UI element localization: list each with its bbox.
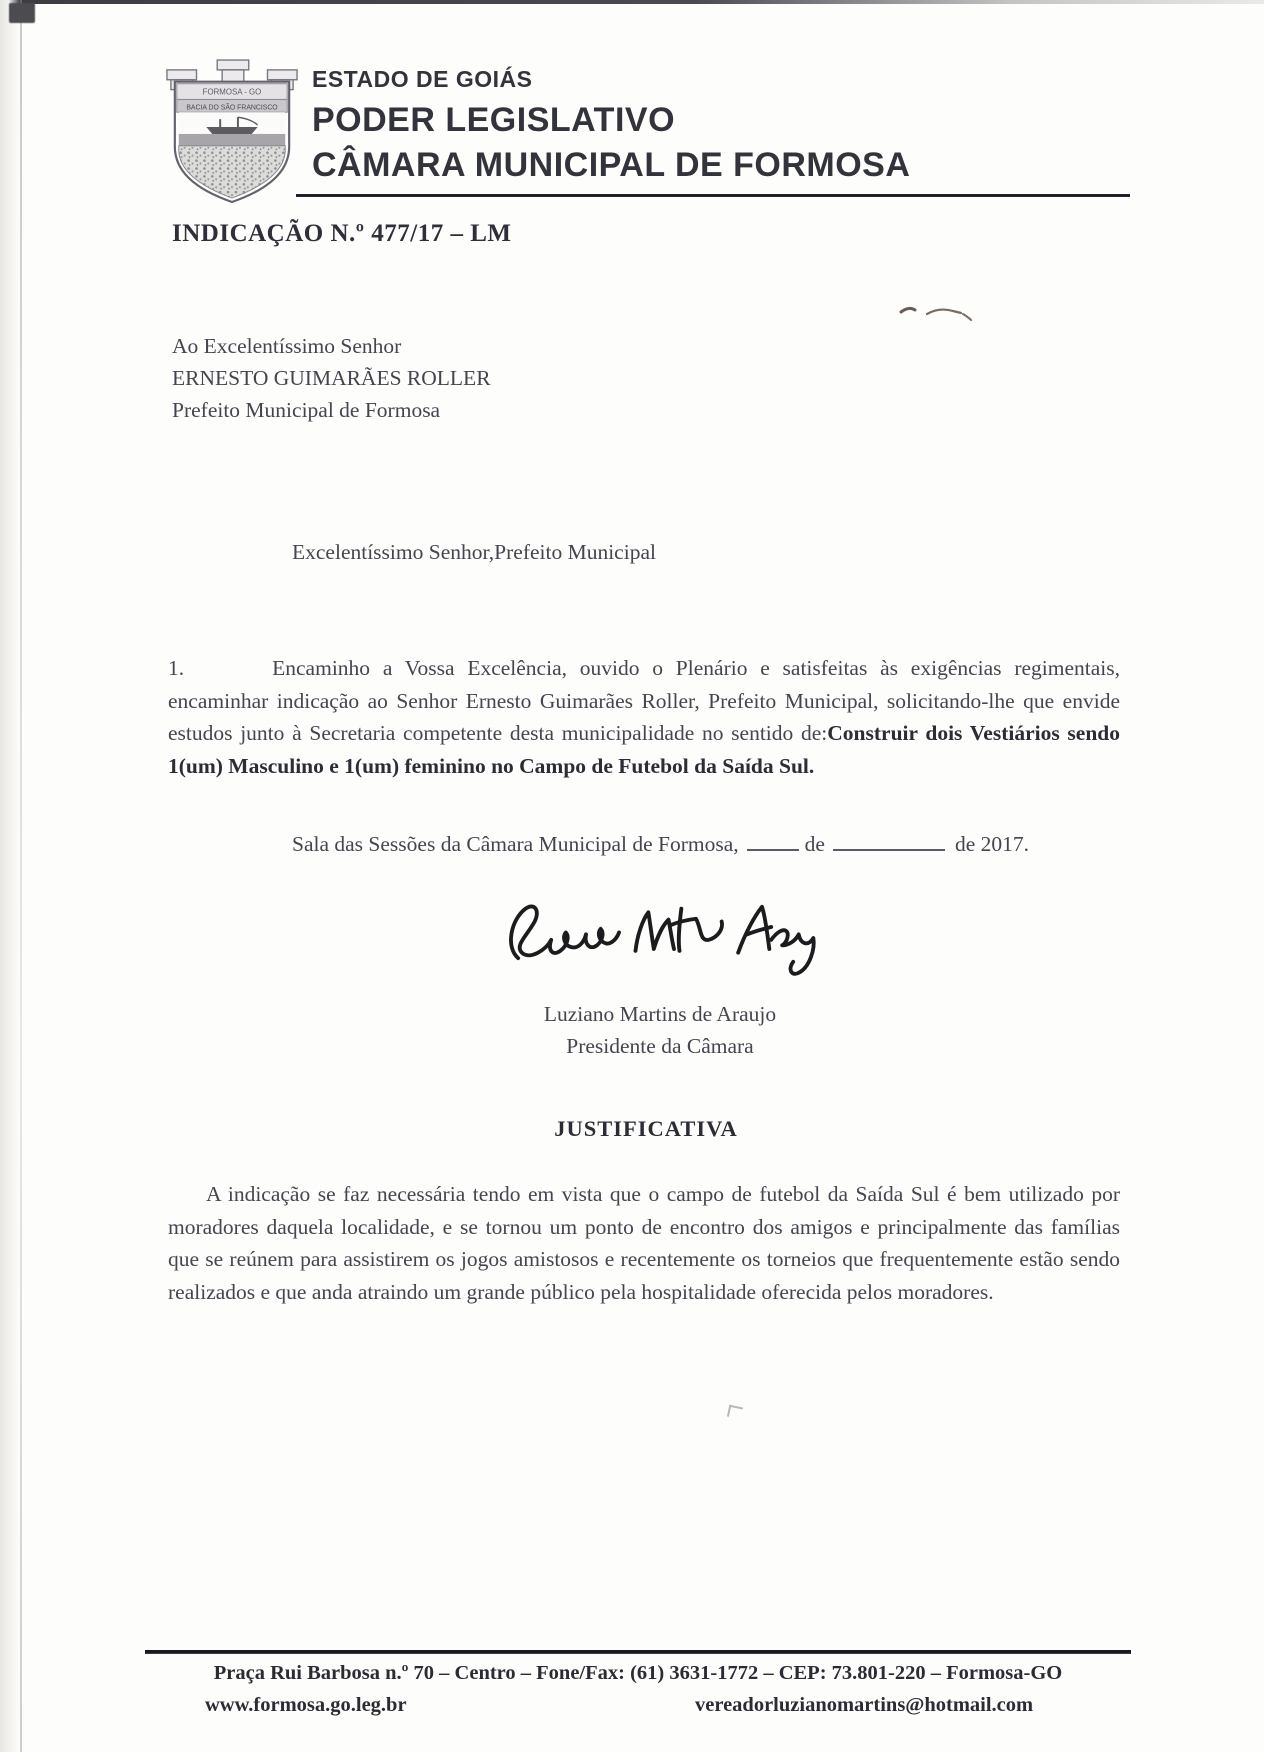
justification-paragraph: A indicação se faz necessária tendo em vista que o campo de futebol da Saída Sul é bem utilizado por moradores daquela localidade, e se tornou um ponto de encontro dos amigos e principalmente das famílias que se reúnem para assistirem os jogos amistosos e recentemente os torneios que frequentemente estão sendo realizados e que anda atraindo um grande público pela hospitalidade oferecida pelos moradores. (168, 1182, 1120, 1304)
salutation-line: Excelentíssimo Senhor,Prefeito Municipal (292, 540, 656, 564)
coat-of-arms-icon (163, 56, 301, 206)
header-state-line: ESTADO DE GOIÁS (312, 66, 533, 92)
item-number: 1. (168, 656, 185, 680)
scan-corner-mark (9, 3, 35, 23)
paragraph-normal-text: Encaminho a Vossa Excelência, ouvido o Plenário e satisfeitas às exigências regimentais, encaminhar indicação ao Senhor Ernesto Guimarães Roller, Prefeito Municipal, solicitando-lhe que envide estudos junto à Secretaria competente desta municipalidade no sentido de: (168, 656, 1120, 745)
logo-text-bacia: BACIA DO SÃO FRANCISCO (186, 104, 278, 112)
signer-title: Presidente da Câmara (566, 1034, 754, 1058)
day-blank-field (747, 833, 799, 851)
header-chamber-line: CÂMARA MUNICIPAL DE FORMOSA (312, 146, 911, 184)
main-paragraph (168, 652, 1120, 782)
scan-edge-artifact-left (0, 0, 20, 1752)
addressee-title: Prefeito Municipal de Formosa (172, 398, 441, 422)
place-date-prefix: Sala das Sessões da Câmara Municipal de Formosa, (292, 832, 739, 856)
footer-rule (145, 1650, 1131, 1654)
footer-address-line: Praça Rui Barbosa n.º 70 – Centro – Fone/Fax: (61) 3631-1772 – CEP: 73.801-220 – Formosa-GO (213, 1662, 1063, 1684)
year-text: de 2017. (954, 832, 1029, 856)
document-number: INDICAÇÃO N.º 477/17 – LM (172, 220, 512, 247)
tiny-scan-mark (727, 1405, 743, 1420)
logo-text-formosa-go: FORMOSA - GO (202, 87, 262, 97)
signer-name: Luziano Martins de Araujo (543, 1002, 777, 1026)
header-title-block (312, 66, 910, 185)
pen-scribble-icon (897, 302, 975, 324)
scan-edge-artifact-top (0, 0, 1264, 4)
addressee-name: ERNESTO GUIMARÃES ROLLER (172, 366, 491, 390)
scan-edge-line-left (20, 0, 22, 1752)
signature-icon (498, 888, 828, 988)
month-blank-field (833, 833, 945, 851)
handwritten-signature (498, 888, 828, 988)
addressee-block (172, 330, 491, 426)
addressee-line: Ao Excelentíssimo Senhor (172, 334, 402, 358)
footer-website: www.formosa.go.leg.br (205, 1694, 407, 1716)
pen-mark-artifact (897, 302, 975, 324)
coat-of-arms-logo (163, 56, 301, 206)
de-word: de (804, 832, 825, 856)
header-rule (296, 194, 1130, 197)
footer-email: vereadorluzianomartins@hotmail.com (695, 1694, 1034, 1716)
header-branch-line: PODER LEGISLATIVO (312, 101, 676, 139)
paragraph-bold-text: Construir dois Vestiários sendo 1(um) Masculino e 1(um) feminino no Campo de Futebol da Saída Sul. (168, 721, 1120, 778)
justification-heading: JUSTIFICATIVA (554, 1116, 738, 1141)
place-date-line (292, 832, 1029, 857)
